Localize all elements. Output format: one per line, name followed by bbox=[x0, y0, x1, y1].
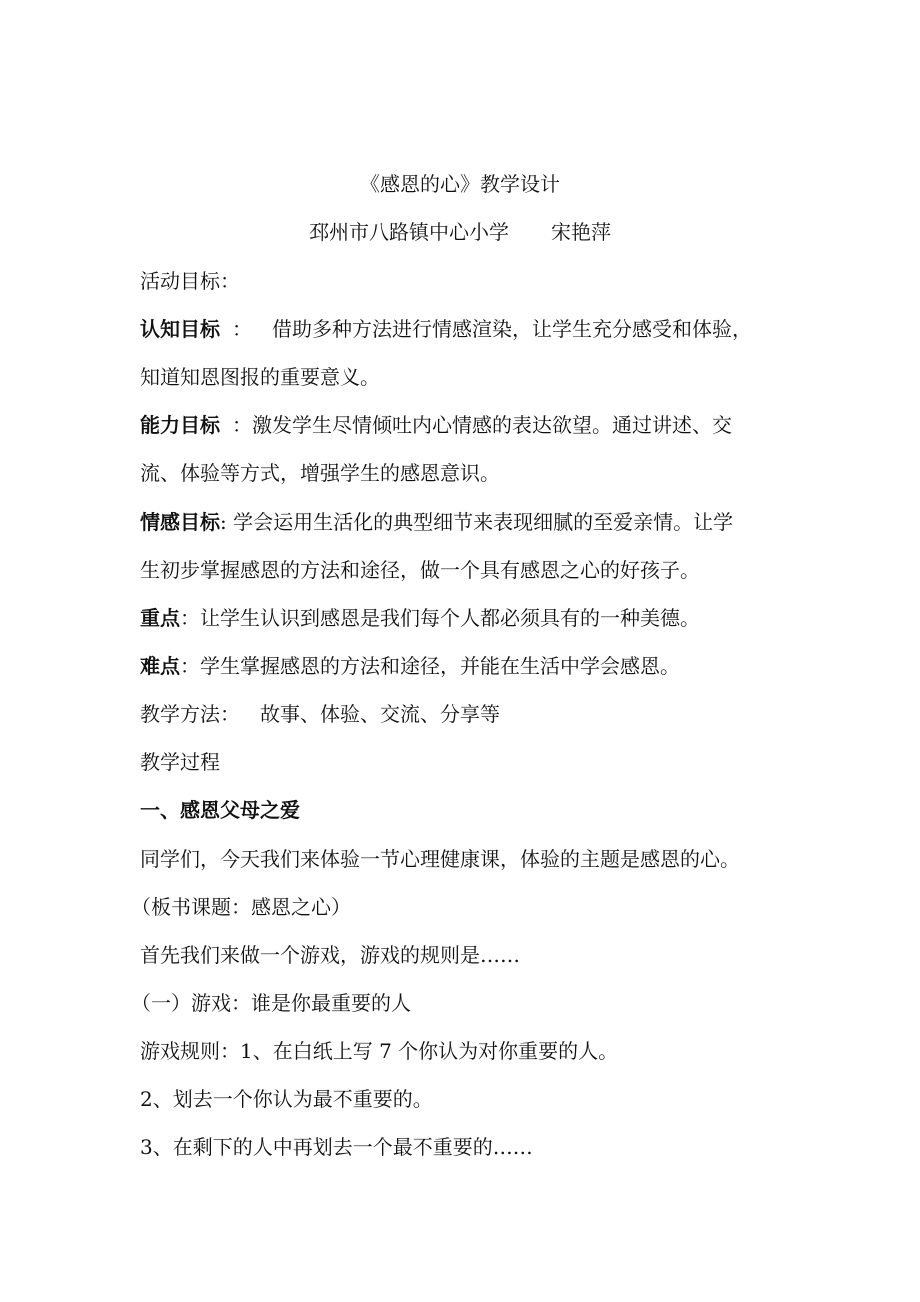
difficulty bbox=[140, 652, 790, 680]
objectives-heading: 活动目标： bbox=[140, 269, 240, 293]
section1-heading: 一、感恩父母之爱 bbox=[140, 798, 300, 822]
cognitive-sep: ： bbox=[232, 317, 252, 341]
emotion-text-1: 学会运用生活化的典型细节来表现细腻的至爱亲情。让学 bbox=[233, 510, 734, 534]
key-point-label: 重点 bbox=[140, 606, 180, 630]
key-point bbox=[140, 604, 790, 632]
teaching-methods bbox=[140, 700, 790, 728]
cognitive-objective bbox=[140, 315, 790, 343]
game-heading: （一）游戏：谁是你最重要的人 bbox=[131, 991, 411, 1015]
author-name: 宋艳萍 bbox=[551, 220, 611, 244]
paragraph-1-line-2: （板书课题：感恩之心） bbox=[131, 895, 351, 919]
cognitive-text-2: 知道知恩图报的重要意义。 bbox=[140, 365, 380, 389]
emotion-text-2: 生初步掌握感恩的方法和途径，做一个具有感恩之心的好孩子。 bbox=[140, 558, 700, 582]
cognitive-label: 认知目标 bbox=[140, 317, 220, 341]
author-line bbox=[0, 218, 920, 246]
game-rule-1: 游戏规则：1、在白纸上写 7 个你认为对你重要的人。 bbox=[140, 1039, 619, 1063]
difficulty-label: 难点 bbox=[140, 654, 180, 678]
ability-label: 能力目标 bbox=[140, 413, 220, 437]
key-point-text: 让学生认识到感恩是我们每个人都必须具有的一种美德。 bbox=[200, 606, 700, 630]
methods-label: 教学方法： bbox=[140, 702, 240, 726]
difficulty-text: 学生掌握感恩的方法和途径，并能在生活中学会感恩。 bbox=[200, 654, 680, 678]
document-title: 《感恩的心》教学设计 bbox=[360, 172, 560, 196]
author-school: 邳州市八路镇中心小学 bbox=[309, 220, 509, 244]
cognitive-text-1: 借助多种方法进行情感渲染，让学生充分感受和体验， bbox=[272, 317, 752, 341]
difficulty-sep: ： bbox=[180, 654, 200, 678]
methods-text: 故事、体验、交流、分享等 bbox=[260, 702, 500, 726]
ability-text-2: 流、体验等方式，增强学生的感恩意识。 bbox=[140, 461, 500, 485]
emotion-sep: : bbox=[220, 510, 227, 534]
ability-sep: ： bbox=[232, 413, 252, 437]
key-point-sep: ： bbox=[180, 606, 200, 630]
emotion-label: 情感目标 bbox=[140, 510, 220, 534]
game-rule-3: 3、在剩下的人中再划去一个最不重要的…… bbox=[140, 1135, 533, 1159]
game-rule-2: 2、划去一个你认为最不重要的。 bbox=[140, 1087, 433, 1111]
paragraph-1-line-1: 同学们，今天我们来体验一节心理健康课，体验的主题是感恩的心。 bbox=[140, 847, 740, 871]
paragraph-2: 首先我们来做一个游戏，游戏的规则是…… bbox=[140, 943, 520, 967]
ability-objective bbox=[140, 411, 790, 439]
emotion-objective bbox=[140, 508, 790, 536]
process-heading: 教学过程 bbox=[140, 750, 220, 774]
ability-text-1: 激发学生尽情倾吐内心情感的表达欲望。通过讲述、交 bbox=[252, 413, 732, 437]
